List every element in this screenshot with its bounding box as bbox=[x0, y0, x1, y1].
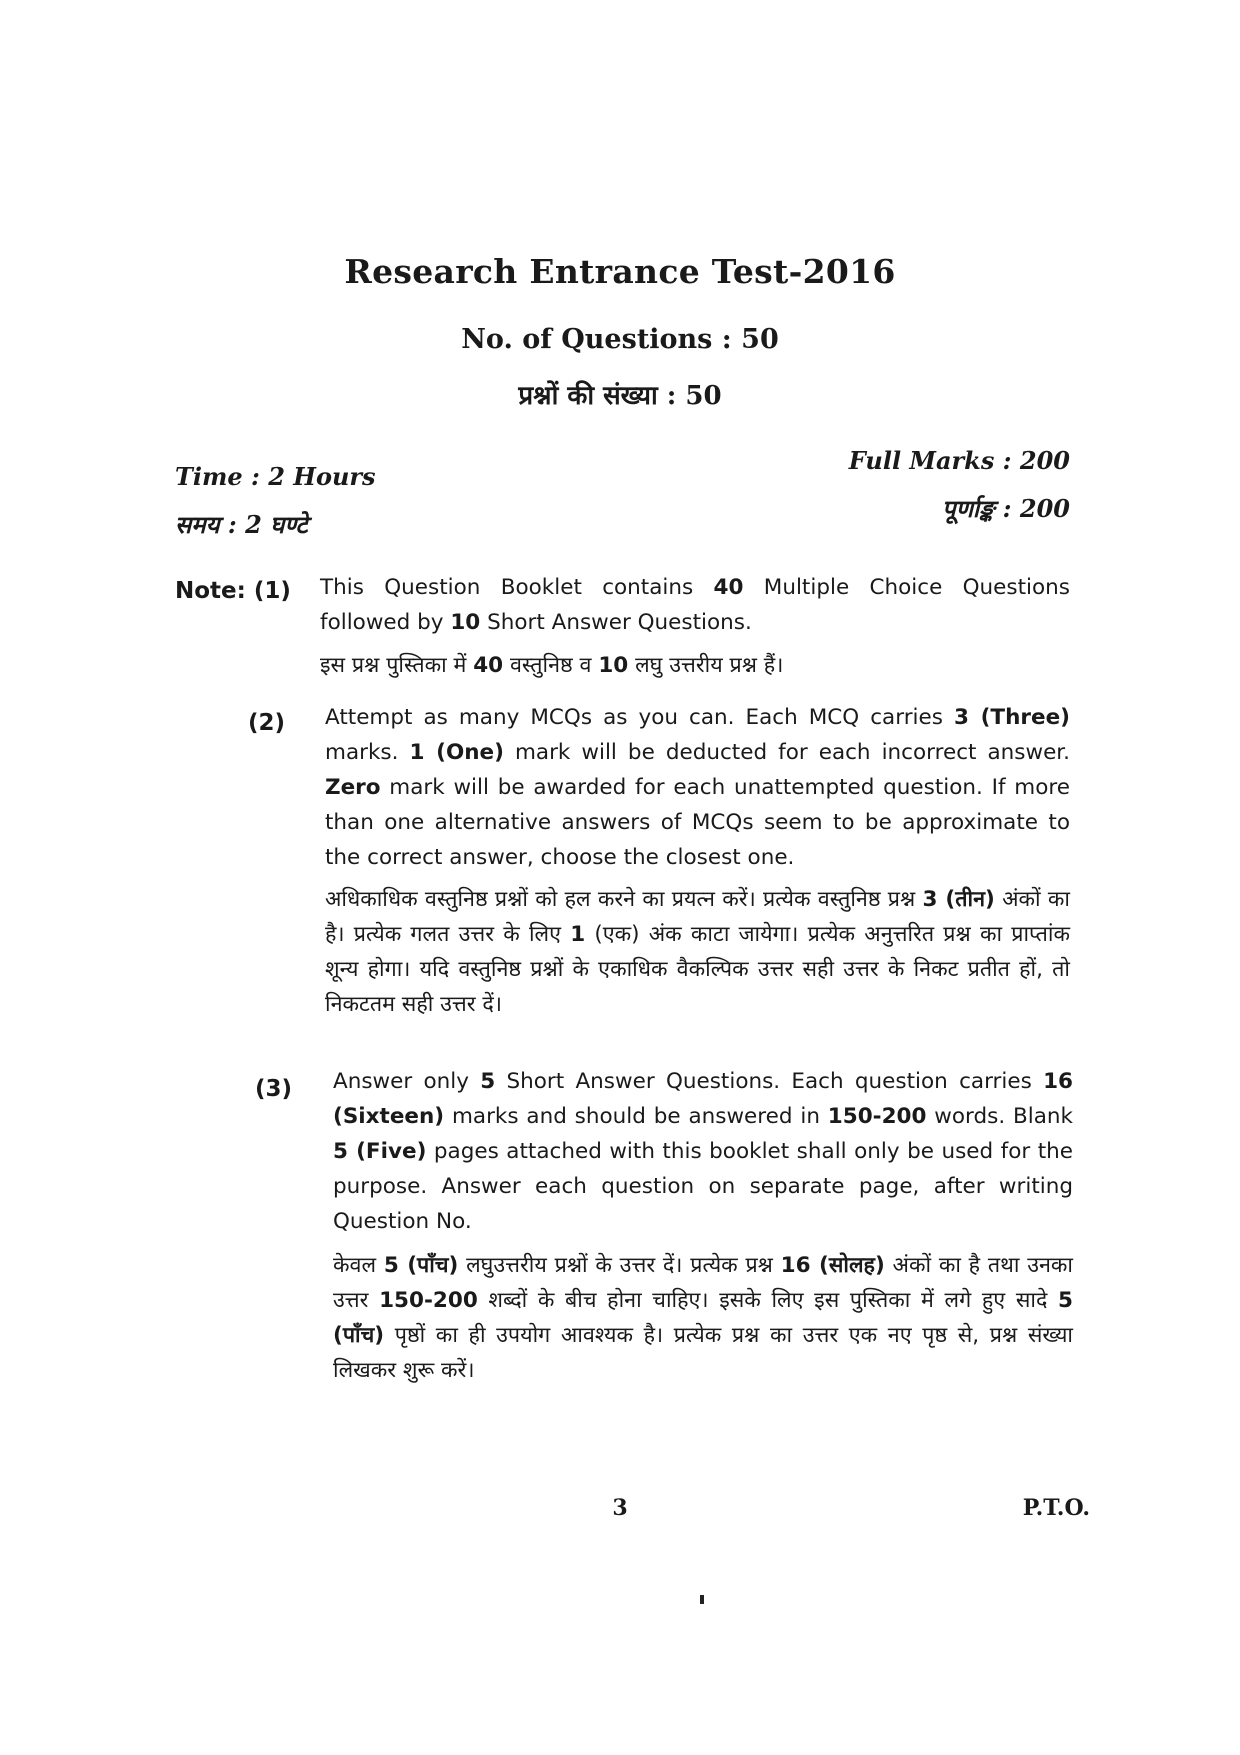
page-number: 3 bbox=[612, 1495, 628, 1521]
note-label bbox=[175, 578, 291, 604]
full-marks-label: Full Marks : 200 bbox=[848, 446, 1070, 475]
time-label-hindi: समय : 2 घण्टे bbox=[175, 510, 308, 539]
num-questions-hindi: प्रश्नों की संख्या : 50 bbox=[518, 381, 722, 411]
scan-mark bbox=[700, 1595, 704, 1604]
time-label: Time : 2 Hours bbox=[175, 462, 376, 491]
test-title: Research Entrance Test-2016 bbox=[344, 252, 896, 291]
note-1-hindi: इस प्रश्न पुस्तिका में 40 वस्तुनिष्ठ व 10 लघु उत्तरीय प्रश्न हैं। bbox=[320, 653, 784, 678]
note-number-2: (2) bbox=[248, 710, 286, 736]
full-marks-label-hindi: पूर्णाङ्क : 200 bbox=[941, 494, 1070, 523]
note-2-english: Attempt as many MCQs as you can. Each MCQ carries 3 (Three) marks. 1 (One) mark will be deducted for each incorrect answer. Zero mark will be awarded for each unattempted question. If more than one alternative answers of MCQs seem to be approximate to the correct answer, choose the closest one. bbox=[325, 705, 1071, 870]
note-2-hindi: अधिकाधिक वस्तुनिष्ठ प्रश्नों को हल करने का प्रयत्न करें। प्रत्येक वस्तुनिष्ठ प्रश्न 3 (तीन) अंकों का है। प्रत्येक गलत उत्तर के लिए 1 (एक) अंक काटा जायेगा। प्रत्येक अनुत्तरित प्रश्न का प्राप्तांक शून्य होगा। यदि वस्तुनिष्ठ प्रश्नों के एकाधिक वैकल्पिक उत्तर सही उत्तर के निकट प्रतीत हों, तो निकटतम सही उत्तर दें। bbox=[325, 887, 1071, 1017]
note-label-text: Note: bbox=[175, 578, 246, 604]
note-1-english: This Question Booklet contains 40 Multiple Choice Questions followed by 10 Short Answer Questions. bbox=[320, 575, 1070, 635]
note-number-1: (1) bbox=[253, 578, 291, 604]
note-3-english: Answer only 5 Short Answer Questions. Each question carries 16 (Sixteen) marks and should be answered in 150-200 words. Blank 5 (Five) pages attached with this booklet shall only be used for the purpose. Answer each question on separate page, after writing Question No. bbox=[333, 1069, 1073, 1234]
pto-label: P.T.O. bbox=[1022, 1495, 1090, 1521]
note-3-hindi: केवल 5 (पाँच) लघुउत्तरीय प्रश्नों के उत्तर दें। प्रत्येक प्रश्न 16 (सोलह) अंकों का है तथा उनका उत्तर 150-200 शब्दों के बीच होना चाहिए। इसके लिए इस पुस्तिका में लगे हुए सादे 5 (पाँच) पृष्ठों का ही उपयोग आवश्यक है। प्रत्येक प्रश्न का उत्तर एक नए पृष्ठ से, प्रश्न संख्या लिखकर शुरू करें। bbox=[333, 1253, 1074, 1383]
num-questions: No. of Questions : 50 bbox=[461, 324, 779, 355]
note-number-3: (3) bbox=[255, 1076, 293, 1102]
